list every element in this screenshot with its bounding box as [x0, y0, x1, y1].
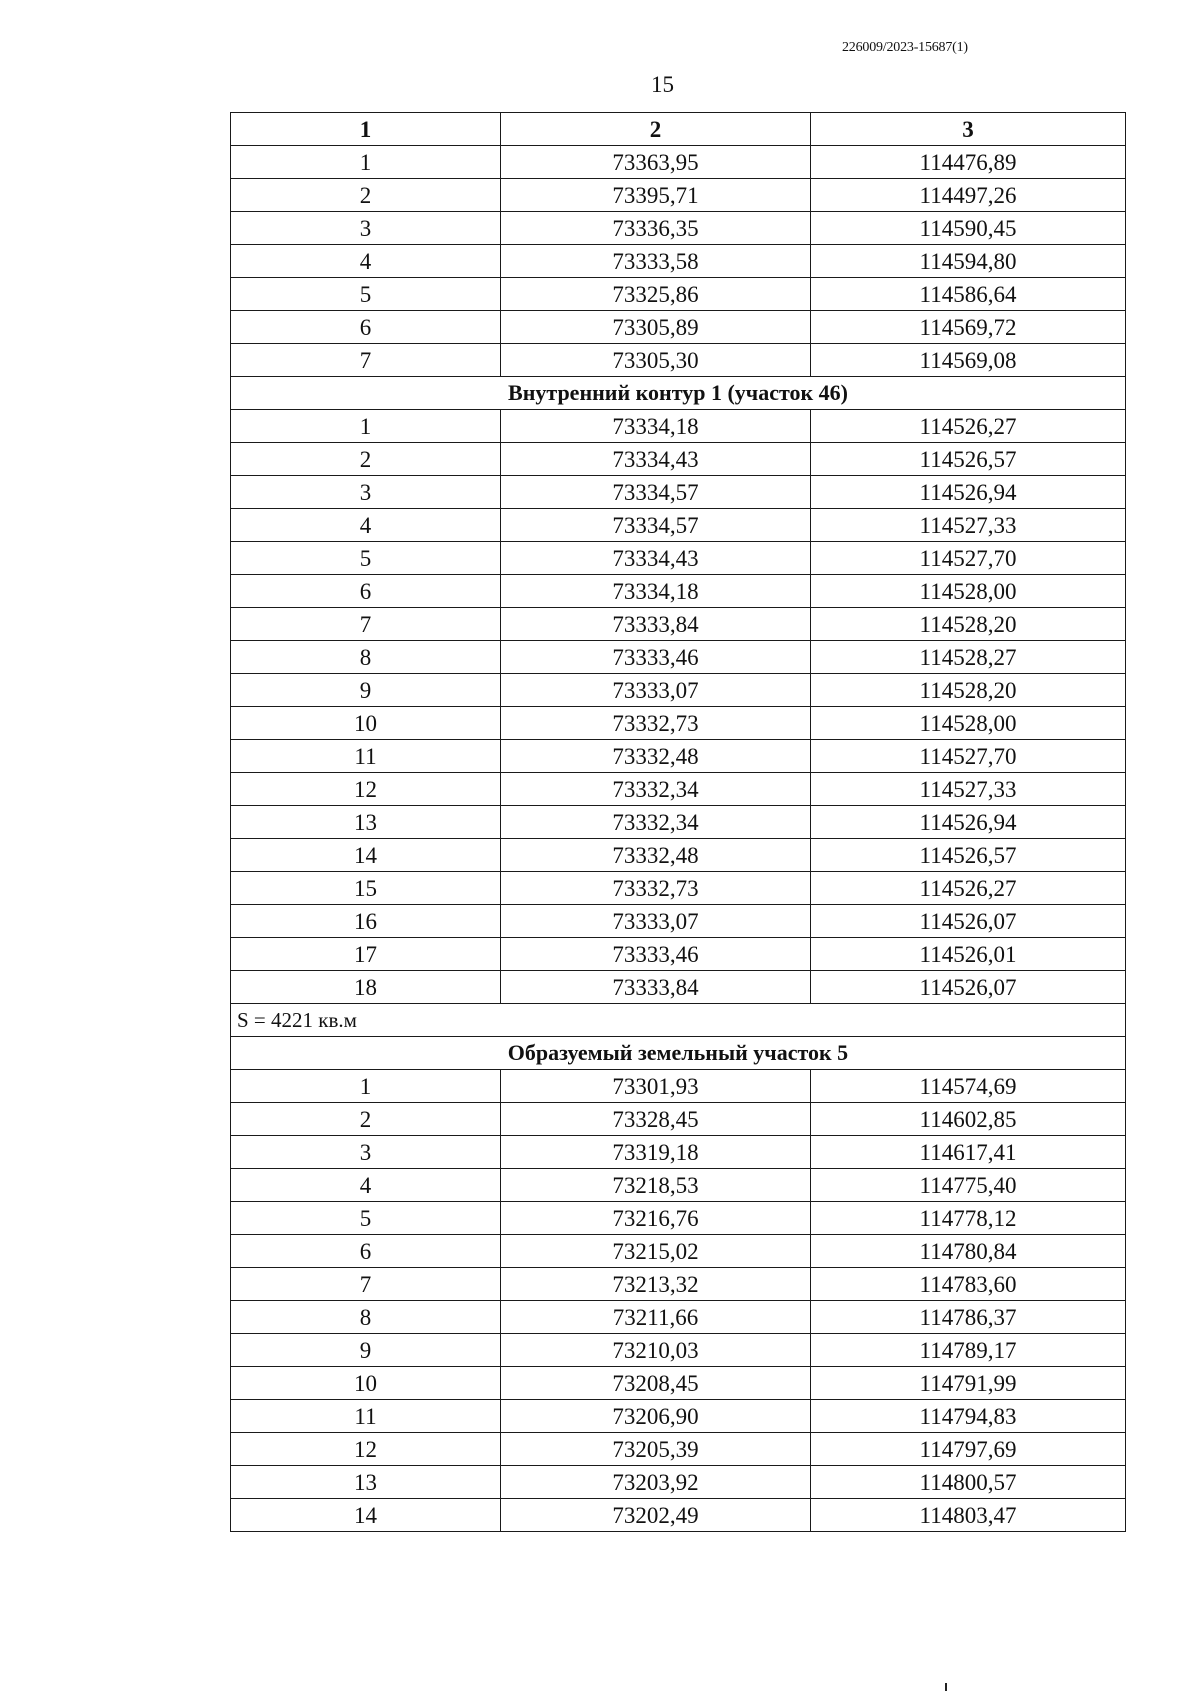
y-coordinate-cell: 114617,41: [811, 1136, 1126, 1169]
point-number-cell: 2: [231, 179, 501, 212]
section-inner-contour-row: [231, 377, 1126, 410]
header-cell-point-number: 1: [231, 113, 501, 146]
y-coordinate-cell: 114476,89: [811, 146, 1126, 179]
x-coordinate-cell: 73216,76: [501, 1202, 811, 1235]
x-coordinate-cell: 73333,58: [501, 245, 811, 278]
table-row: [231, 806, 1126, 839]
point-number-cell: 5: [231, 542, 501, 575]
table-row: [231, 1433, 1126, 1466]
x-coordinate-cell: 73332,73: [501, 872, 811, 905]
x-coordinate-cell: 73333,84: [501, 608, 811, 641]
y-coordinate-cell: 114526,27: [811, 410, 1126, 443]
x-coordinate-cell: 73218,53: [501, 1169, 811, 1202]
point-number-cell: 17: [231, 938, 501, 971]
table-row: [231, 1070, 1126, 1103]
point-number-cell: 18: [231, 971, 501, 1004]
point-number-cell: 1: [231, 146, 501, 179]
point-number-cell: 11: [231, 740, 501, 773]
table-row: [231, 1268, 1126, 1301]
table-row: [231, 1367, 1126, 1400]
x-coordinate-cell: 73334,18: [501, 575, 811, 608]
table-row: [231, 410, 1126, 443]
table-row: [231, 1235, 1126, 1268]
table-row: [231, 509, 1126, 542]
x-coordinate-cell: 73332,48: [501, 740, 811, 773]
header-cell-y: 3: [811, 113, 1126, 146]
point-number-cell: 6: [231, 311, 501, 344]
point-number-cell: 16: [231, 905, 501, 938]
y-coordinate-cell: 114800,57: [811, 1466, 1126, 1499]
section-inner-contour-title: Внутренний контур 1 (участок 46): [231, 377, 1126, 410]
y-coordinate-cell: 114602,85: [811, 1103, 1126, 1136]
table-row: [231, 938, 1126, 971]
y-coordinate-cell: 114586,64: [811, 278, 1126, 311]
y-coordinate-cell: 114528,00: [811, 707, 1126, 740]
x-coordinate-cell: 73333,46: [501, 641, 811, 674]
table-row: [231, 1136, 1126, 1169]
table-row: [231, 1499, 1126, 1532]
table-row: [231, 1466, 1126, 1499]
table-row: [231, 311, 1126, 344]
point-number-cell: 5: [231, 1202, 501, 1235]
coordinates-table: [230, 112, 1126, 1532]
x-coordinate-cell: 73332,48: [501, 839, 811, 872]
x-coordinate-cell: 73333,84: [501, 971, 811, 1004]
x-coordinate-cell: 73334,43: [501, 542, 811, 575]
point-number-cell: 13: [231, 806, 501, 839]
table-row: [231, 1334, 1126, 1367]
x-coordinate-cell: 73336,35: [501, 212, 811, 245]
table-row: [231, 1202, 1126, 1235]
y-coordinate-cell: 114526,57: [811, 839, 1126, 872]
y-coordinate-cell: 114526,94: [811, 476, 1126, 509]
table-row: [231, 608, 1126, 641]
x-coordinate-cell: 73206,90: [501, 1400, 811, 1433]
table-row: [231, 872, 1126, 905]
y-coordinate-cell: 114569,72: [811, 311, 1126, 344]
x-coordinate-cell: 73215,02: [501, 1235, 811, 1268]
coordinates-table-container: [230, 112, 1125, 1532]
y-coordinate-cell: 114803,47: [811, 1499, 1126, 1532]
table-row: [231, 179, 1126, 212]
table-row: [231, 971, 1126, 1004]
x-coordinate-cell: 73332,34: [501, 773, 811, 806]
x-coordinate-cell: 73202,49: [501, 1499, 811, 1532]
x-coordinate-cell: 73305,30: [501, 344, 811, 377]
point-number-cell: 6: [231, 575, 501, 608]
table-row: [231, 905, 1126, 938]
point-number-cell: 9: [231, 674, 501, 707]
point-number-cell: 15: [231, 872, 501, 905]
table-row: [231, 839, 1126, 872]
table-row: [231, 212, 1126, 245]
point-number-cell: 8: [231, 641, 501, 674]
page-edge-mark: [945, 1683, 947, 1691]
document-reference: 226009/2023-15687(1): [842, 40, 968, 55]
y-coordinate-cell: 114775,40: [811, 1169, 1126, 1202]
x-coordinate-cell: 73325,86: [501, 278, 811, 311]
table-row: [231, 1301, 1126, 1334]
point-number-cell: 10: [231, 707, 501, 740]
point-number-cell: 11: [231, 1400, 501, 1433]
area-row: [231, 1004, 1126, 1037]
table-row: [231, 245, 1126, 278]
y-coordinate-cell: 114526,07: [811, 971, 1126, 1004]
y-coordinate-cell: 114786,37: [811, 1301, 1126, 1334]
y-coordinate-cell: 114526,07: [811, 905, 1126, 938]
point-number-cell: 3: [231, 476, 501, 509]
x-coordinate-cell: 73301,93: [501, 1070, 811, 1103]
point-number-cell: 7: [231, 608, 501, 641]
x-coordinate-cell: 73334,18: [501, 410, 811, 443]
y-coordinate-cell: 114789,17: [811, 1334, 1126, 1367]
y-coordinate-cell: 114527,70: [811, 740, 1126, 773]
x-coordinate-cell: 73203,92: [501, 1466, 811, 1499]
y-coordinate-cell: 114497,26: [811, 179, 1126, 212]
point-number-cell: 3: [231, 212, 501, 245]
y-coordinate-cell: 114527,33: [811, 773, 1126, 806]
table-row: [231, 641, 1126, 674]
x-coordinate-cell: 73334,57: [501, 509, 811, 542]
point-number-cell: 14: [231, 1499, 501, 1532]
y-coordinate-cell: 114590,45: [811, 212, 1126, 245]
table-row: [231, 1169, 1126, 1202]
x-coordinate-cell: 73305,89: [501, 311, 811, 344]
y-coordinate-cell: 114780,84: [811, 1235, 1126, 1268]
point-number-cell: 4: [231, 509, 501, 542]
point-number-cell: 2: [231, 443, 501, 476]
x-coordinate-cell: 73205,39: [501, 1433, 811, 1466]
point-number-cell: 14: [231, 839, 501, 872]
page-number: 15: [651, 72, 674, 97]
y-coordinate-cell: 114794,83: [811, 1400, 1126, 1433]
section-plot5-title: Образуемый земельный участок 5: [231, 1037, 1126, 1070]
x-coordinate-cell: 73333,07: [501, 674, 811, 707]
y-coordinate-cell: 114574,69: [811, 1070, 1126, 1103]
y-coordinate-cell: 114528,20: [811, 674, 1126, 707]
point-number-cell: 8: [231, 1301, 501, 1334]
table-row: [231, 146, 1126, 179]
y-coordinate-cell: 114526,01: [811, 938, 1126, 971]
point-number-cell: 5: [231, 278, 501, 311]
y-coordinate-cell: 114526,94: [811, 806, 1126, 839]
point-number-cell: 12: [231, 1433, 501, 1466]
y-coordinate-cell: 114526,57: [811, 443, 1126, 476]
table-row: [231, 575, 1126, 608]
y-coordinate-cell: 114528,27: [811, 641, 1126, 674]
x-coordinate-cell: 73363,95: [501, 146, 811, 179]
x-coordinate-cell: 73328,45: [501, 1103, 811, 1136]
table-row: [231, 707, 1126, 740]
x-coordinate-cell: 73332,73: [501, 707, 811, 740]
area-text: S = 4221 кв.м: [231, 1004, 1126, 1037]
point-number-cell: 6: [231, 1235, 501, 1268]
y-coordinate-cell: 114791,99: [811, 1367, 1126, 1400]
y-coordinate-cell: 114778,12: [811, 1202, 1126, 1235]
table-row: [231, 740, 1126, 773]
y-coordinate-cell: 114528,20: [811, 608, 1126, 641]
point-number-cell: 12: [231, 773, 501, 806]
y-coordinate-cell: 114527,70: [811, 542, 1126, 575]
x-coordinate-cell: 73334,57: [501, 476, 811, 509]
y-coordinate-cell: 114797,69: [811, 1433, 1126, 1466]
table-row: [231, 674, 1126, 707]
table-row: [231, 542, 1126, 575]
table-header-row: [231, 113, 1126, 146]
section-plot5-row: [231, 1037, 1126, 1070]
y-coordinate-cell: 114569,08: [811, 344, 1126, 377]
x-coordinate-cell: 73332,34: [501, 806, 811, 839]
point-number-cell: 9: [231, 1334, 501, 1367]
table-row: [231, 1400, 1126, 1433]
point-number-cell: 1: [231, 1070, 501, 1103]
header-cell-x: 2: [501, 113, 811, 146]
x-coordinate-cell: 73333,07: [501, 905, 811, 938]
point-number-cell: 4: [231, 245, 501, 278]
table-row: [231, 476, 1126, 509]
y-coordinate-cell: 114528,00: [811, 575, 1126, 608]
x-coordinate-cell: 73210,03: [501, 1334, 811, 1367]
y-coordinate-cell: 114783,60: [811, 1268, 1126, 1301]
point-number-cell: 10: [231, 1367, 501, 1400]
point-number-cell: 1: [231, 410, 501, 443]
x-coordinate-cell: 73334,43: [501, 443, 811, 476]
table-row: [231, 443, 1126, 476]
x-coordinate-cell: 73333,46: [501, 938, 811, 971]
table-row: [231, 1103, 1126, 1136]
x-coordinate-cell: 73211,66: [501, 1301, 811, 1334]
x-coordinate-cell: 73319,18: [501, 1136, 811, 1169]
y-coordinate-cell: 114527,33: [811, 509, 1126, 542]
point-number-cell: 13: [231, 1466, 501, 1499]
point-number-cell: 4: [231, 1169, 501, 1202]
point-number-cell: 7: [231, 1268, 501, 1301]
x-coordinate-cell: 73213,32: [501, 1268, 811, 1301]
point-number-cell: 3: [231, 1136, 501, 1169]
x-coordinate-cell: 73395,71: [501, 179, 811, 212]
point-number-cell: 7: [231, 344, 501, 377]
y-coordinate-cell: 114526,27: [811, 872, 1126, 905]
y-coordinate-cell: 114594,80: [811, 245, 1126, 278]
table-row: [231, 773, 1126, 806]
x-coordinate-cell: 73208,45: [501, 1367, 811, 1400]
point-number-cell: 2: [231, 1103, 501, 1136]
table-row: [231, 278, 1126, 311]
table-row: [231, 344, 1126, 377]
